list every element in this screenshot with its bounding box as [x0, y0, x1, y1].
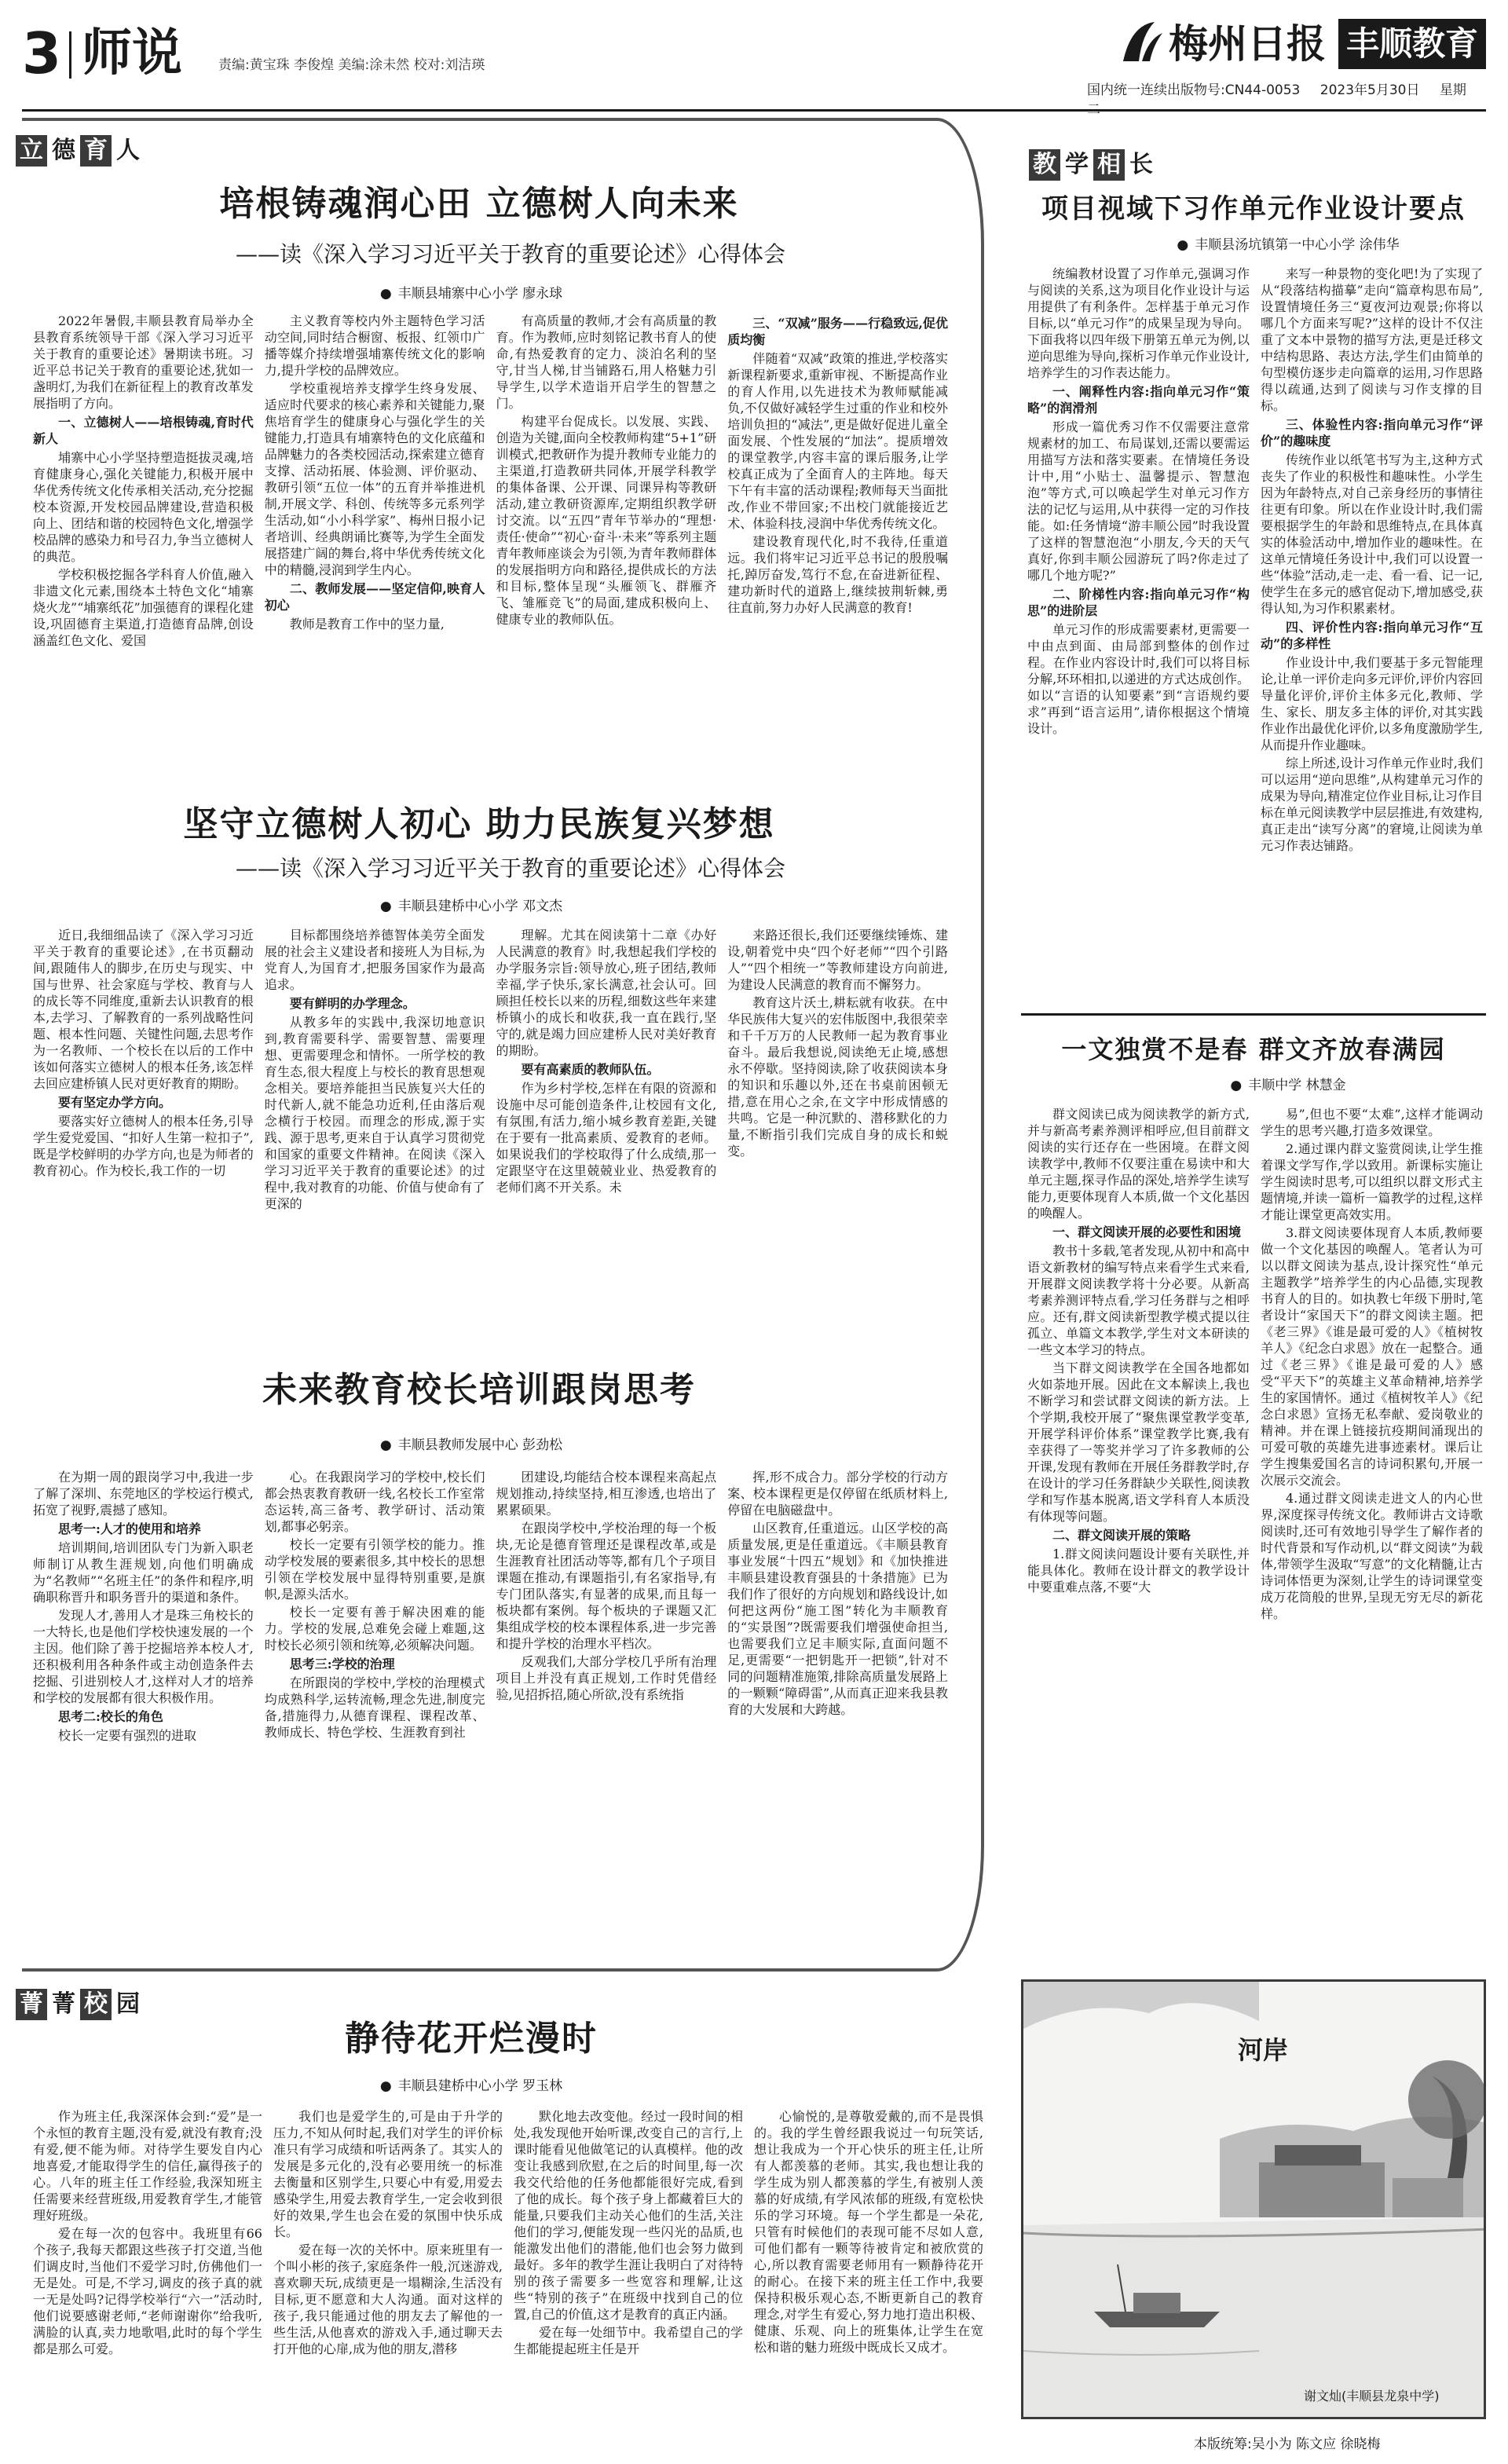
body-paragraph: 挥,形不成合力。部分学校的行动方案、校本课程更是仅停留在纸质材料上,停留在电脑磁盘中。 — [727, 1470, 948, 1518]
publication-info — [1087, 79, 1486, 118]
page-credits: 责编:黄宝珠 李俊煌 美编:涂未然 校对:刘洁瑛 — [218, 57, 485, 73]
section-subheading: 要有高素质的教师队伍。 — [521, 1062, 660, 1077]
article5-body — [1027, 265, 1483, 1004]
body-paragraph: 单元习作的形成需要素材,更需要一中由点到面、由局部到整体的创作过程。在作业内容设计时,我们可以将目标分解,环环相扣,以递进的方式达成创作。如以“言语的认知要素”到“言语规约要求”再到“语言运用”,请你根据这个情境设计。 — [1027, 622, 1250, 736]
article3-col — [727, 1469, 948, 1948]
article3-title: 未来教育校长培训跟岗思考 — [262, 1370, 696, 1410]
section-tag-char: 长 — [1129, 151, 1153, 178]
article2-col — [727, 927, 948, 1359]
section-tag-char: 菁 — [52, 1990, 75, 2018]
body-paragraph: 学校重视培养支撑学生终身发展、适应时代要求的核心素养和关键能力,聚焦培育学生的健康身心与强化学生的关键能力,打造具有埔寨特色的文化底蕴和品牌魅力的各类校园活动,探索建立德育支撑、活动拓展、体验测、评价驱动、教研引领“五位一体”的五育并举推进机制,开展文学、科创、传统等多元系列学生活动,如“小小科学家”、梅州日报小记者培训、经典朗诵比赛等,为学生全面发展搭建广阔的舞台,将中华优秀传统文化中的精髓,浸润到学生内心。 — [264, 381, 485, 577]
body-paragraph: 心愉悦的,是尊敬爱戴的,而不是畏惧的。我的学生曾经跟我说过一句玩笑话,想让我成为一个开心快乐的班主任,让所有人都羡慕的老师。其实,我也想让我的学生成为别人都羡慕的学生,有被别人羡慕的好成绩,有学风浓郁的班级,有宽松快乐的学习环境。每一个学生都是一朵花,只管有时候他们的表现可能不尽如人意,可他们都有一颗等待被肯定和被欣赏的心,所以教育需要老师用有一颗静待花开的耐心。在接下来的班主任工作中,我要保持积极乐观心态,不断更新自己的教育理念,对学生有爱心,努力地打造出积极、健康、乐观、向上的班集体,让学生在宽松和谐的魅力班级中既成长又成才。 — [754, 2109, 983, 2355]
section-tag-char: 菁 — [16, 1989, 47, 2020]
article5-byline: ● 丰顺县汤坑镇第一中心小学 涂伟华 — [1100, 236, 1477, 254]
article2-subtitle: ——读《深入学习习近平关于教育的重要论述》心得体会 — [236, 855, 786, 881]
article6-body — [1027, 1106, 1483, 1970]
body-paragraph: 教育这片沃土,耕耘就有收获。在中华民族伟大复兴的宏伟版图中,我很荣幸和千千万万的人民教师一起为教育事业奋斗。最后我想说,阅读绝无止境,感想永不停歇。坚持阅读,除了收获阅读本身的知识和乐趣以外,还在书桌前困顿无措,意在用心之余,在文字中形成情感的共鸣。它是一种沉默的、潜移默化的力量,不断指引我们完成自身的成长和蜕变。 — [727, 995, 948, 1159]
section-tag-lide — [16, 132, 145, 167]
body-paragraph: 教书十多载,笔者发现,从初中和高中语文新教材的编写特点来看学生式来看,开展群文阅读教学将十分必要。从新高考素养测评特点看,学习任务群与之相呼应。还有,群文阅读新型教学模式提以往孤立、单篇文本教学,学生对文本研读的一些文本学习的特点。 — [1027, 1243, 1250, 1357]
article6-col — [1027, 1106, 1250, 1970]
body-paragraph: 易”,但也不要“太难”,这样才能调动学生的思考兴趣,打造多效课堂。 — [1261, 1107, 1483, 1138]
body-paragraph: 群文阅读已成为阅读教学的新方式,并与新高考素养测评相呼应,但目前群文阅读的实行还存在一些困境。在群文阅读教学中,教师不仅要注重在易读中和大单元主题,探寻作品的深处,培养学生读写能力,更要体现育人本质,做一个文化基因的唤醒人。 — [1027, 1107, 1250, 1221]
body-paragraph: 4.通过群文阅读走进文人的内心世界,深度探寻传统文化。教师讲古文诗歌阅读时,还可有效地引导学生了解作者的时代背景和写作动机,以“群文阅读”为载体,带领学生汲取“写意”的文化精髓,让古诗词体悟更为深刻,让学生的诗词课堂变成万花筒般的世界,呈现无穷无尽的新花样。 — [1261, 1491, 1483, 1621]
body-paragraph: 发现人才,善用人才是珠三角校长的一大特长,也是他们学校快速发展的一个主因。他们除了善于挖掘培养本校人才,还积极利用各种条件或主动创造条件去挖掘、引进别校人才,这样对人才的培养和学校的发展都有很大积极作用。 — [33, 1608, 254, 1705]
article3-col — [496, 1469, 717, 1948]
body-paragraph: 团建设,均能结合校本课程来高起点规划推动,持续坚持,相互渗透,也培出了累累硕果。 — [496, 1470, 717, 1518]
body-paragraph: 学校积极挖掘各学科育人价值,融入非遗文化元素,围绕本土特色文化“埔寨烧火龙”“埔寨纸花”加强德育的课程化建设,巩固德育主渠道,打造德育品牌,创设涵盖红色文化、爱国 — [33, 567, 254, 648]
section-subheading: 四、评价性内容:指向单元习作“互动”的多样性 — [1261, 620, 1483, 651]
body-paragraph: 爱在每一处细节中。我希望自己的学生都能提起班主任是开 — [514, 2325, 743, 2356]
article6-byline: ● 丰顺中学 林慧金 — [1100, 1076, 1477, 1095]
body-paragraph: 在为期一周的跟岗学习中,我进一步了解了深圳、东莞地区的学校运行模式,拓宽了视野,震撼了感知。 — [33, 1470, 254, 1518]
body-paragraph: 埔寨中心小学坚持塑造挺拔灵魂,培育健康身心,强化关键能力,积极开展中华优秀传统文化传承相关活动,充分挖掘校本资源,开发校园品牌建设,营造积极向上、团结和谐的校园特色文化,增强学校品牌的感染力和号召力,争当立德树人的典范。 — [33, 450, 254, 564]
page-number: 3 — [22, 20, 62, 86]
section-subheading: 思考一:人才的使用和培养 — [58, 1521, 201, 1536]
body-paragraph: 有高质量的教师,才会有高质量的教育。作为教师,应时刻铭记教书育人的使命,有热爱教育的定力、淡泊名利的坚守,甘当人梯,甘当铺路石,用人格魅力引导学生,以学术造诣开启学生的智慧之门。 — [496, 313, 717, 411]
painting-caption: 谢文灿(丰顺县龙泉中学) — [1304, 2389, 1440, 2404]
article4-body — [33, 2108, 983, 2454]
article4-col — [33, 2108, 262, 2454]
body-paragraph: 形成一篇优秀习作不仅需要注意常规素材的加工、布局谋划,还需以要需运用描写方法和落实要素。在情境任务设计中,用“小贴士、温馨提示、智慧泡泡”等方式,可以唤起学生对单元习作方法的记忆与运用,从中获得一定的习作技能。如:任务情境“游丰顺公园”时我设置了这样的智慧泡泡“小朋友,今天的天气真好,你到丰顺公园游玩了吗?你走过了哪几个地方呢?” — [1027, 419, 1250, 583]
body-paragraph: 校长一定要有强烈的进取 — [58, 1728, 197, 1743]
article1-subtitle: ——读《深入学习习近平关于教育的重要论述》心得体会 — [236, 241, 786, 267]
body-paragraph: 作为乡村学校,怎样在有限的资源和设施中尽可能创造条件,让校园有文化,有氛围,有活力,缩小城乡教育差距,关键在于要有一批高素质、爱教育的老师。如果说我们的学校取得了什么成绩,那一定跟坚守在这里兢兢业业、热爱教育的老师们离不开关系。未 — [496, 1081, 717, 1195]
article1-col — [33, 313, 254, 800]
article2-col — [33, 927, 254, 1359]
body-paragraph: 校长一定要有引领学校的能力。推动学校发展的要素很多,其中校长的思想引领在学校发展中显得特别重要,是旗帜,是源头活水。 — [264, 1537, 485, 1602]
section-tag-jiaoxue — [1029, 146, 1158, 181]
body-paragraph: 当下群文阅读教学在全国各地都如火如荼地开展。因此在文本解读上,我也不断学习和尝试群文阅读的新方法。上个学期,我校开展了“聚焦课堂教学变革,开展学科评价体系”课堂教学比赛,我有幸获得了一等奖并学习了许多教师的公开课,发现有教师在开展任务群教学时,存在设计的学习任务群缺少关联性,阅读教学和写作基本脱离,语文学科育人本质没有体现等问题。 — [1027, 1360, 1250, 1524]
article1-col — [727, 313, 948, 800]
body-paragraph: 建设教育现代化,时不我待,任重道远。我们将牢记习近平总书记的殷殷嘱托,踔厉奋发,笃行不怠,在奋进新征程、建功新时代的道路上,继续披荆斩棘,勇往直前,努力办好人民满意的教育! — [727, 534, 948, 615]
article5-col — [1261, 265, 1483, 1004]
article3-byline: ● 丰顺县教师发展中心 彭劲松 — [236, 1436, 707, 1455]
article4-title: 静待花开烂漫时 — [345, 2019, 598, 2059]
body-paragraph: 心。在我跟岗学习的学校中,校长们都会热衷教育教研一线,名校长工作室常态运转,高三备考、教学研讨、活动策划,都事必躬亲。 — [264, 1470, 485, 1534]
body-paragraph: 来写一种景物的变化吧!为了实现了从“段落结构描摹”走向“篇章构思布局”,设置情境任务三“夏夜河边观景;你将以哪几个方面来写呢?”这样的设计不仅注重了文本中景物的描写方法,更是迁移文中结构思路、表达方法,学生们由简单的句型模仿逐步走向篇章的运用,习作思路得以疏通,达到了阅读与习作支撑的目标。 — [1261, 266, 1483, 413]
section-subheading: 要有鲜明的办学理念。 — [289, 996, 415, 1011]
body-paragraph: 培训期间,培训团队专门为新入职老师制订从教生涯规划,向他们明确成为“名教师”“名班主任”的条件和程序,明确职称晋升和职务晋升的渠道和条件。 — [33, 1540, 254, 1605]
body-paragraph: 1.群文阅读问题设计要有关联性,并能具体化。教师在设计群文的教学设计中要重难点落,不要“大 — [1027, 1547, 1250, 1594]
article2-body — [33, 927, 948, 1359]
section-subheading: 三、体验性内容:指向单元习作“评价”的趣味度 — [1261, 417, 1483, 448]
body-paragraph: 我们也是爱学生的,可是由于升学的压力,不知从何时起,我们对学生的评价标准只有学习成绩和听话两条了。其实人的发展是多元化的,没有必要用统一的标准去衡量和区别学生,只要心中有爱,用爱去感染学生,用爱去教育学生,一定会收到很好的效果,学生也会在爱的氛围中快乐成长。 — [273, 2109, 503, 2239]
article2-col — [265, 927, 485, 1359]
issue-weekday: 星期二 — [1087, 82, 1466, 118]
section-subheading: 思考三:学校的治理 — [289, 1657, 395, 1671]
page-editors: 本版统筹:吴小为 陈文应 徐晓梅 — [1194, 2437, 1381, 2452]
body-paragraph: 近日,我细细品读了《深入学习习近平关于教育的重要论述》,在书页翻动间,跟随伟人的脚步,在历史与现实、中国与世界、社会家庭与学校、教育与人的成长等不同维度,重新去认识教育的根本,去学习、了解教育的一系列战略性问题、根本性问题、关键性问题,去思考作为一名教师、一个校长在以后的工作中该如何落实立德树人的根本任务,该怎样去回应建桥镇人民对更好教育的期盼。 — [33, 928, 254, 1091]
page-divider — [69, 31, 71, 79]
body-paragraph: 反观我们,大部分学校几乎所有治理项目上并没有真正规划,工作时凭借经验,见招拆招,随心所欲,没有系统指 — [496, 1654, 717, 1702]
body-paragraph: 校长一定要有善于解决困难的能力。学校的发展,总难免会碰上难题,这时校长必须引领和统筹,必须解决问题。 — [264, 1605, 485, 1653]
section-tag-char: 教 — [1029, 149, 1060, 181]
article2-title: 坚守立德树人初心 助力民族复兴梦想 — [183, 804, 775, 844]
page-section-name: 师说 — [82, 24, 182, 82]
section-tag-char: 校 — [80, 1989, 112, 2020]
body-paragraph: 从教多年的实践中,我深切地意识到,教育需要科学、需要智慧、需要理想、更需要理念和情怀。一所学校的教育生态,很大程度上与校长的教育思想观念相关。要培养能担当民族复兴大任的时代新人,就不能急功近利,任由落后观念横行于校园。而理念的形成,源于实践、源于思考,更来自于认真学习贯彻党和国家的重要文件精神。在阅读《深入学习习近平关于教育的重要论述》的过程中,我对教育的功能、价值与使命有了更深的 — [264, 1015, 485, 1211]
section-tag-char: 学 — [1065, 151, 1089, 178]
body-paragraph: 目标都围绕培养德智体美劳全面发展的社会主义建设者和接班人为目标,为党育人,为国育才,把服务国家作为最高追求。 — [264, 928, 485, 992]
body-paragraph: 作业设计中,我们要基于多元智能理论,让单一评价走向多元评价,评价内容回导量化评价,评价主体多元化,教师、学生、家长、朋友多主体的评价,对其实践作业作出最优化评价,以多角度激励学生,从而提升作业趣味。 — [1261, 655, 1483, 752]
body-paragraph: 在跟岗学校中,学校治理的每一个板块,无论是德育管理还是课程改革,或是生涯教育社团活动等等,都有几个子项目课题在推动,有课题指引,有名家指导,有专门团队落实,有显著的成果,而且每一板块都有案例。每个板块的子课题又汇集组成学校的校本课程体系,进一步完善和提升学校的治理水平档次。 — [496, 1521, 717, 1651]
section-subheading: 二、阶梯性内容:指向单元习作“构思”的进阶层 — [1027, 587, 1250, 618]
section-tag-char: 人 — [116, 137, 140, 164]
article4-col — [273, 2108, 503, 2454]
body-paragraph: 爱在每一次的包容中。我班里有66个孩子,我每天都跟这些孩子打交道,当他们调皮时,当他们不爱学习时,仿佛他们一无是处。可是,不学习,调皮的孩子真的就一无是处吗?记得学校举行“六一”活动时,他们说要感谢老师,“老师谢谢你”给我听,满脸的认真,卖力地歌唱,此时的每个学生都是那么可爱。 — [33, 2226, 262, 2356]
section-subheading: 二、群文阅读开展的策略 — [1052, 1528, 1191, 1543]
article5-title: 项目视域下习作单元作业设计要点 — [1041, 193, 1466, 225]
masthead — [22, 17, 1486, 118]
article2-col — [496, 927, 717, 1359]
section-subheading: 一、阐释性内容:指向单元习作“策略”的润滑剂 — [1027, 384, 1250, 416]
section-tag-char: 德 — [52, 137, 75, 164]
body-paragraph: 在所跟岗的学校中,学校的治理模式均成熟科学,运转流畅,理念先进,制度完备,措施得力,从德育课程、课程改革、教师成长、特色学校、生涯教育到社 — [264, 1675, 485, 1740]
newspaper-name: 梅州日报 — [1169, 20, 1326, 67]
body-paragraph: 爱在每一次的关怀中。原来班里有一个叫小彬的孩子,家庭条件一般,沉迷游戏,喜欢聊天玩,成绩更是一塌糊涂,生活没有目标,更不愿意和大人沟通。面对这样的孩子,我只能通过他的朋友去了解他的一些生活,从他喜欢的游戏入手,通过聊天去打开他的心扉,成为他的朋友,潜移 — [273, 2242, 503, 2356]
body-paragraph: 要落实好立德树人的根本任务,引导学生爱党爱国、“扣好人生第一粒扣子”,既是学校鲜明的办学方向,也是为师者的教育初心。作为校长,我工作的一切 — [33, 1114, 254, 1178]
article4-byline: ● 丰顺县建桥中心小学 罗玉林 — [236, 2077, 707, 2096]
article1-col — [496, 313, 717, 800]
article1-byline: ● 丰顺县埔寨中心小学 廖永球 — [236, 284, 707, 303]
body-paragraph: 2.通过课内群文鉴赏阅读,让学生推着课文学写作,学以致用。新课标实施让学生阅读时思考,可以组织以群文形式主题情境,并读一篇析一篇教学的过程,这样才能让课堂更高效实用。 — [1261, 1141, 1483, 1222]
article5-col — [1027, 265, 1250, 1004]
article6-title: 一文独赏不是春 群文齐放春满园 — [1061, 1034, 1446, 1064]
article3-body — [33, 1469, 948, 1948]
section-tag-char: 育 — [80, 135, 112, 167]
article-divider — [1021, 1013, 1486, 1016]
body-paragraph: 理解。尤其在阅读第十二章《办好人民满意的教育》时,我想起我们学校的办学服务宗旨:领导放心,班子团结,教师幸福,学子快乐,家长满意,社会认可。回顾担任校长以来的历程,细数这些年来建桥镇小的成长和收获,我一直在践行,坚守的,就是竭力回应建桥人民对美好教育的期盼。 — [496, 928, 717, 1058]
newspaper-logo-icon — [1115, 17, 1167, 69]
body-paragraph: 综上所述,设计习作单元作业时,我们可以运用“逆向思维”,从构建单元习作的成果为导向,精准定位作业目标,让习作目标在单元阅读教学中层层推进,有效建构,真正走出“读写分离”的窘境,让阅读为单元习作表达铺路。 — [1261, 756, 1483, 853]
section-tag-char: 相 — [1093, 149, 1125, 181]
body-paragraph: 主义教育等校内外主题特色学习活动空间,同时结合橱窗、板报、红领巾广播等媒介持续增强埔寨传统文化的影响力,提升学校的品牌效应。 — [264, 313, 485, 378]
section-subheading: 要有坚定办学方向。 — [58, 1095, 172, 1110]
body-paragraph: 2022年暑假,丰顺县教育局举办全县教育系统领导干部《深入学习习近平关于教育的重要论述》暑期读书班。习近平总书记关于教育的重要论述,犹如一盏明灯,为我们在新征程上的教育改革发展指明了方向。 — [33, 313, 254, 411]
body-paragraph: 教师是教育工作中的坚力量, — [289, 617, 445, 632]
body-paragraph: 3.群文阅读要体现育人本质,教师要做一个文化基因的唤醒人。笔者认为可以以群文阅读为基点,设计探究性“单元主题教学”培养学生的内心品德,实现教书育人的目的。如执教七年级下册时,笔者设计“家国天下”的群文阅读主题。把《老三界》《谁是最可爱的人》《植树牧羊人》《纪念白求恩》放在一起整合。通过《老三界》《谁是最可爱的人》感受“平天下”的英雄主义革命精神,培养学生的家国情怀。通过《植树牧羊人》《纪念白求恩》宣扬无私奉献、爱岗敬业的精神。并在课上链接抗疫期间涌现出的可爱可敬的英雄先进事迹素材。课后让学生搜集爱国名言的诗词积累句,开展一次展示交流会。 — [1261, 1225, 1483, 1488]
article1-col — [265, 313, 485, 800]
section-tag-char: 园 — [116, 1990, 140, 2018]
article1-body — [33, 313, 948, 800]
painting-title: 河岸 — [1238, 2035, 1289, 2065]
body-paragraph: 山区教育,任重道远。山区学校的高质量发展,更是任重道远。《丰顺县教育事业发展“十四五”规划》和《加快推进丰顺县建设教育强县的十条措施》已为我们作了很好的方向规划和路线设计,如何把这两份“施工图”转化为丰顺教育的“实景图”?既需要我们增强使命担当,也需要我们立足丰顺实际,直面问题不足,更需要“一把钥匙开一把锁”,针对不同的问题精准施策,排除高质量发展路上的一颗颗“障碍雷”,从而真正迎来我县教育的大发展和大跨越。 — [727, 1521, 948, 1717]
body-paragraph: 统编教材设置了习作单元,强调习作与阅读的关系,这为项目化作业设计与运用提供了有利条件。怎样基于单元习作目标,以“单元习作”的成果呈现为导向。下面我将以四年级下册第五单元为例,以逆向思维为导向,探析习作单元作业设计,培养学生的习作表达能力。 — [1027, 266, 1250, 380]
section-subheading: 三、“双减”服务——行稳致远,促优质均衡 — [727, 316, 948, 347]
body-paragraph: 构建平台促成长。以发展、实践、创造为关键,面向全校教师构建“5+1”研训模式,把教研作为提升教师专业能力的主渠道,打造教研共同体,开展学科教学的集体备课、公开课、同课异构等教研活动,建立教研资源库,定期组织教学研讨交流。以“五四”青年节举办的“理想·责任·使命”“初心·奋斗·未来”等系列主题青年教师座谈会为引领,为青年教师群体的发展指明方向和路径,提供成长的方法和目标,整体呈现“头雁领飞、群雁齐飞、雏雁竞飞”的局面,建成积极向上、健康专业的教师队伍。 — [496, 414, 717, 627]
section-subheading: 思考二:校长的角色 — [58, 1709, 163, 1724]
body-paragraph: 传统作业以纸笔书写为主,这种方式丧失了作业的积极性和趣味性。小学生因为年龄特点,对自己亲身经历的事情往往更有印象。所以在作业设计时,我们需要根据学生的年龄和思维特点,在具体真实的体验活动中,增加作业的趣味性。在这单元情境任务设计中,我们可以设置一些“体验”活动,走一走、看一看、记一记,使学生在多元的感官促动下,增加感受,获得认知,为习作积累素材。 — [1261, 452, 1483, 616]
article3-col — [265, 1469, 485, 1948]
issue-date: 2023年5月30日 — [1320, 82, 1420, 98]
body-paragraph: 来路还很长,我们还要继续锤炼、建设,朝着党中央“四个好老师”“四个引路人”“四个相统一”等教师建设方向前进,为建设人民满意的教育而不懈努力。 — [727, 928, 948, 992]
article6-col — [1261, 1106, 1483, 1970]
cn-number: 国内统一连续出版物号:CN44-0053 — [1087, 82, 1301, 98]
article3-col — [33, 1469, 254, 1948]
body-paragraph: 作为班主任,我深深体会到:“爱”是一个永恒的教育主题,没有爱,就没有教育;没有爱,便不能为师。对待学生要发自内心地喜爱,才能取得学生的信任,赢得孩子的心。八年的班主任工作经验,我深知班主任需要来经营班级,用爱教育学生,才能管理好班级。 — [33, 2109, 262, 2223]
section-subheading: 二、教师发展——坚定信仰,映育人初心 — [264, 581, 485, 613]
article4-col — [754, 2108, 983, 2454]
article1-title: 培根铸魂润心田 立德树人向未来 — [219, 184, 739, 224]
body-paragraph: 伴随着“双减”政策的推进,学校落实新课程新要求,重新审视、不断提高作业的育人作用,以先进技术为教师赋能减负,不仅做好减轻学生过重的作业和校外培训负担的“减法”,更是做好促进儿童全面发展、个性发展的“加法”。提质增效的课堂教学,内容丰富的课后服务,让学校真正成为了全面育人的主阵地。每天下午有丰富的活动课程;教师每天当面批改,作业不带回家;不出校门就能接近艺术、体验科技,浸润中华优秀传统文化。 — [727, 351, 948, 531]
section-subheading: 一、立德树人——培根铸魂,育时代新人 — [33, 415, 254, 446]
article2-byline: ● 丰顺县建桥中心小学 邓文杰 — [236, 897, 707, 916]
body-paragraph: 默化地去改变他。经过一段时间的相处,我发现他开始听课,改变自己的言行,上课时能看见他做笔记的认真模样。他的改变让我感到欣慰,在之后的时间里,每一次我交代给他的任务他都能很好完成,看到了他的成长。每个孩子身上都藏着巨大的能量,只要我们主动关心他们的生活,关注他们的学习,便能发现一些闪光的品质,也能激发出他们的潜能,他们也会努力做到最好。多年的教学生涯让我明白了对待特别的孩子需要多一些宽容和理解,让这些“特别的孩子”在班级中找到自己的位置,自己的价值,这才是教育的真正内涵。 — [514, 2109, 743, 2322]
article4-col — [514, 2108, 743, 2454]
section-tag-char: 立 — [16, 135, 47, 167]
section-subheading: 一、群文阅读开展的必要性和困境 — [1052, 1225, 1242, 1239]
edition-name: 丰顺教育 — [1338, 19, 1486, 69]
